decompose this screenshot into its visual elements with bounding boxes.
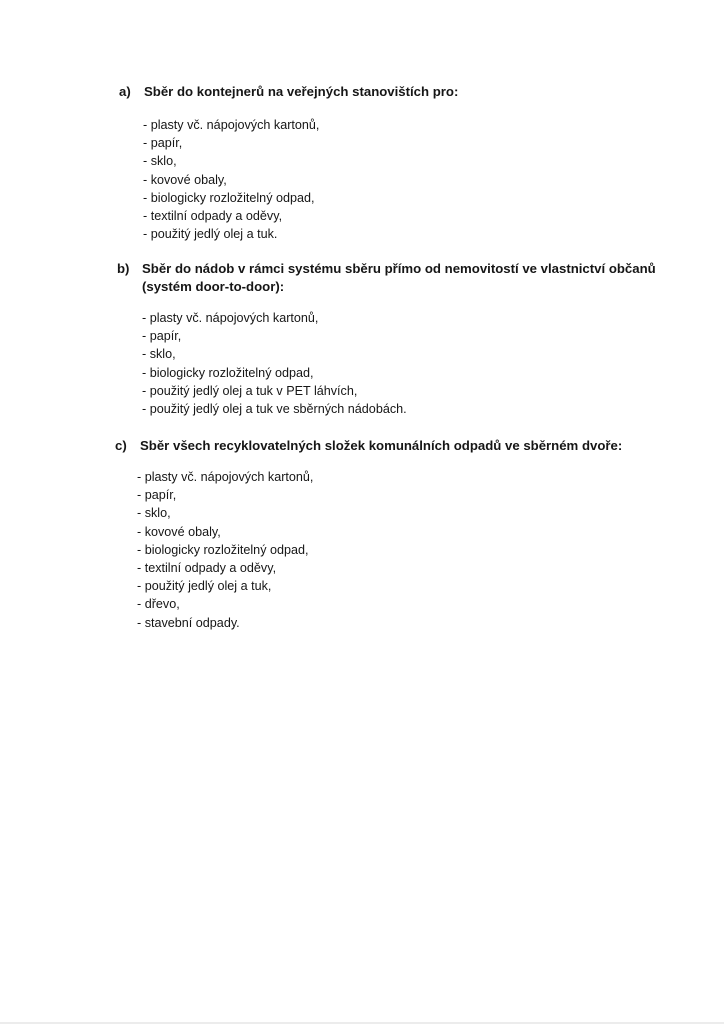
list-item: - papír,: [142, 329, 182, 344]
section-marker: b): [117, 261, 130, 276]
collection-list: [115, 468, 675, 632]
collection-list: [117, 309, 677, 418]
list-item: - plasty vč. nápojových kartonů,: [142, 311, 319, 325]
list-item: - dřevo,: [137, 597, 180, 612]
list-item: - sklo,: [142, 347, 176, 362]
section-title-line: Sběr všech recyklovatelných složek komunálních odpadů ve sběrném dvoře:: [140, 438, 623, 453]
section-marker: c): [115, 438, 127, 453]
section-title: [142, 260, 677, 296]
list-item: - biologicky rozložitelný odpad,: [137, 542, 309, 557]
list-item: - textilní odpady a oděvy,: [143, 209, 283, 224]
section-heading: [117, 260, 677, 296]
list-item: - použitý jedlý olej a tuk v PET láhvích,: [142, 383, 358, 398]
list-item: - kovové obaly,: [143, 172, 227, 187]
list-item: - plasty vč. nápojových kartonů,: [143, 118, 320, 132]
collection-list: [119, 116, 659, 243]
list-item: - biologicky rozložitelný odpad,: [142, 365, 314, 380]
section-b: [117, 260, 677, 418]
section-a: [119, 83, 659, 243]
list-item: - stavební odpady.: [137, 615, 240, 630]
section-title: [144, 83, 659, 101]
list-item: - použitý jedlý olej a tuk,: [137, 579, 272, 594]
list-item: - kovové obaly,: [137, 524, 221, 539]
list-item: - sklo,: [137, 506, 171, 521]
list-item: - použitý jedlý olej a tuk ve sběrných nádobách.: [142, 402, 407, 417]
section-c: [115, 437, 675, 632]
list-item: - sklo,: [143, 154, 177, 169]
section-title-line: (systém door-to-door):: [142, 279, 285, 294]
section-heading: [115, 437, 675, 455]
list-item: - použitý jedlý olej a tuk.: [143, 227, 278, 242]
section-title-line: Sběr do nádob v rámci systému sběru přímo od nemovitostí ve vlastnictví občanů: [142, 261, 656, 276]
section-marker: a): [119, 84, 131, 99]
list-item: - biologicky rozložitelný odpad,: [143, 190, 315, 205]
list-item: - textilní odpady a oděvy,: [137, 561, 277, 576]
section-heading: [119, 83, 659, 101]
list-item: - papír,: [137, 488, 177, 503]
section-title-line: Sběr do kontejnerů na veřejných stanovištích pro:: [144, 84, 459, 99]
list-item: - plasty vč. nápojových kartonů,: [137, 470, 314, 484]
list-item: - papír,: [143, 136, 183, 151]
section-title: [140, 437, 675, 455]
